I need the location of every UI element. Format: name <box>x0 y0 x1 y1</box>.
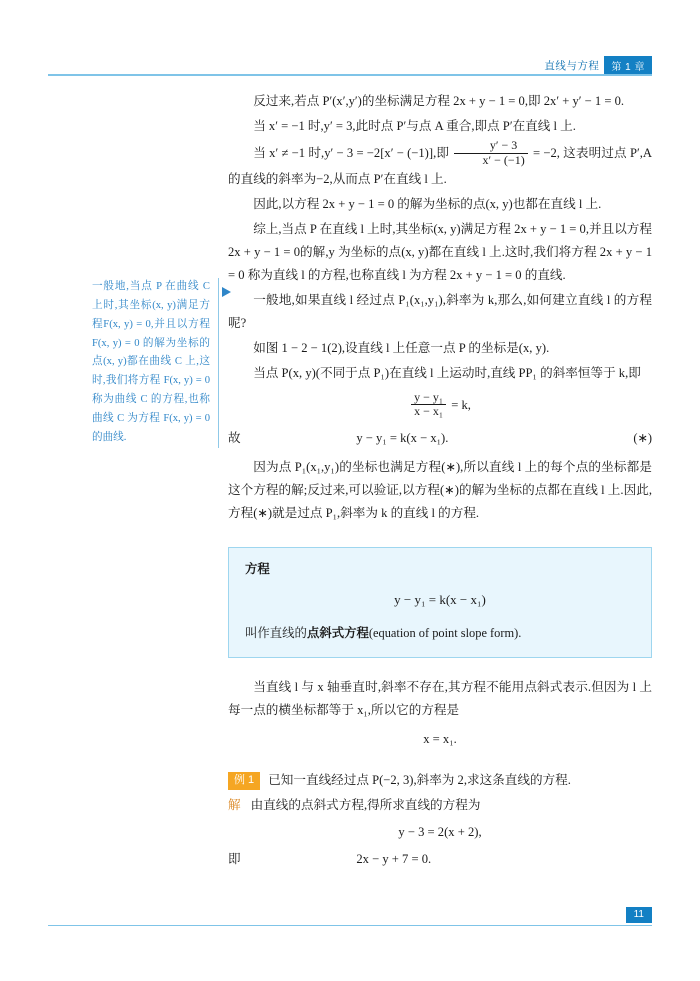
footer-divider <box>48 925 652 927</box>
paragraph-vertical-line: 当直线 l 与 x 轴垂直时,斜率不存在,其方程不能用点斜式表示.但因为 l 上每一点的横坐标都等于 x₁,所以它的方程是 <box>228 679 652 717</box>
equation-slope-definition <box>228 389 652 421</box>
definition-box-equation: y − y₁ = k(x − x₁) <box>394 592 486 608</box>
fraction-numerator: y′ − 3 <box>489 137 518 152</box>
inline-fraction <box>454 139 527 168</box>
equation-lead-gu: 故 <box>228 431 241 446</box>
paragraph-6: 一般地,如果直线 l 经过点 P₁(x₁,y₁),斜率为 k,那么,如何建立直线 l 的方程呢? <box>228 292 652 330</box>
definition-box-label: 方程 <box>245 561 270 576</box>
paragraph-2: 当 x′ = −1 时,y′ = 3,此时点 P′与点 A 重合,即点 P′在直线 l 上. <box>253 118 576 133</box>
equation-star-tag: (∗) <box>633 431 652 446</box>
example-solution <box>228 794 652 817</box>
example-block <box>228 769 652 871</box>
paragraph-1: 反过来,若点 P′(x′,y′)的坐标满足方程 2x + y − 1 = 0,即 2x′ + y′ − 1 = 0. <box>253 94 625 108</box>
definition-tail-post: (equation of point slope form). <box>368 626 522 641</box>
fraction-denominator: x′ − (−1) <box>454 153 527 168</box>
slope-fraction <box>411 391 446 420</box>
example-equation-2: 2x − y + 7 = 0. <box>356 852 432 867</box>
definition-tail-pre: 叫作直线的 <box>245 626 307 641</box>
paragraph-3-part-c: 这表明过点 P′,A 的直线的斜率为−2,从而点 P′在直线 l 上. <box>228 146 653 187</box>
main-text-column <box>228 90 652 875</box>
solution-text: 由直线的点斜式方程,得所求直线的方程为 <box>250 798 481 813</box>
example-header <box>228 769 652 792</box>
page-number: 11 <box>626 907 652 923</box>
page-header <box>544 56 652 76</box>
example-equation-lead: 即 <box>228 852 241 867</box>
slope-equals-k: = k, <box>451 397 471 412</box>
example-statement: 已知一直线经过点 P(−2, 3),斜率为 2,求这条直线的方程. <box>268 773 571 788</box>
definition-box-tail <box>245 622 635 645</box>
chapter-title: 直线与方程 <box>544 60 600 73</box>
equation-vertical-line: x = x₁. <box>423 732 457 747</box>
margin-note <box>92 278 219 448</box>
paragraph-8: 当点 P(x, y)(不同于点 P₁)在直线 l 上运动时,直线 PP₁ 的斜率恒等于 k,即 <box>253 365 641 380</box>
example-badge: 例 1 <box>228 772 260 790</box>
margin-note-text: 一般地,当点 P 在曲线 C 上时,其坐标(x, y)满足方程F(x, y) = 0,并且以方程 F(x, y) = 0 的解为坐标的点(x, y)都在曲线 C 上,这时,我们将方程 F(x, y) = 0称为曲线 C 的方程,也称曲线 C 为方程 F(x, y) = 0的曲线. <box>92 281 210 443</box>
slope-denominator: x − x₁ <box>411 404 446 419</box>
paragraph-3 <box>228 137 653 192</box>
definition-box <box>228 547 652 658</box>
solution-tag: 解 <box>228 798 241 813</box>
paragraph-4: 因此,以方程 2x + y − 1 = 0 的解为坐标的点(x, y)也都在直线 l 上. <box>253 197 602 212</box>
example-equation-1: y − 3 = 2(x + 2), <box>398 825 482 840</box>
definition-tail-bold: 点斜式方程 <box>306 626 369 641</box>
header-divider <box>48 74 652 76</box>
paragraph-5: 综上,当点 P 在直线 l 上时,其坐标(x, y)满足方程 2x + y − 1 = 0,并且以方程 2x + y − 1 = 0的解,y 为坐标的点(x, y)都在直线 l 上.这时,我们将方程 2x + y − 1 = 0 称为直线 l 的方程,也称直线 l 为方程 2x + y − 1 = 0 的直线. <box>228 222 652 283</box>
slope-numerator: y − y₁ <box>414 389 444 404</box>
example-equation-2-row <box>228 848 652 871</box>
paragraph-3-part-a: 当 x′ ≠ −1 时,y′ − 3 = −2[x′ − (−1)],即 <box>253 146 450 160</box>
paragraph-3-part-b: = −2, <box>532 146 560 160</box>
paragraph-9: 因为点 P₁(x₁,y₁)的坐标也满足方程(∗),所以直线 l 上的每个点的坐标都是这个方程的解;反过来,可以验证,以方程(∗)的解为坐标的点都在直线 l 上.因此,方程(∗)就是过点 P₁,斜率为 k 的直线 l 的方程. <box>228 460 652 520</box>
chapter-badge: 第 1 章 <box>604 56 652 76</box>
equation-point-slope-star <box>228 427 652 450</box>
paragraph-7: 如图 1 − 2 − 1(2),设直线 l 上任意一点 P 的坐标是(x, y). <box>253 340 550 355</box>
equation-point-slope: y − y₁ = k(x − x₁). <box>356 431 449 446</box>
